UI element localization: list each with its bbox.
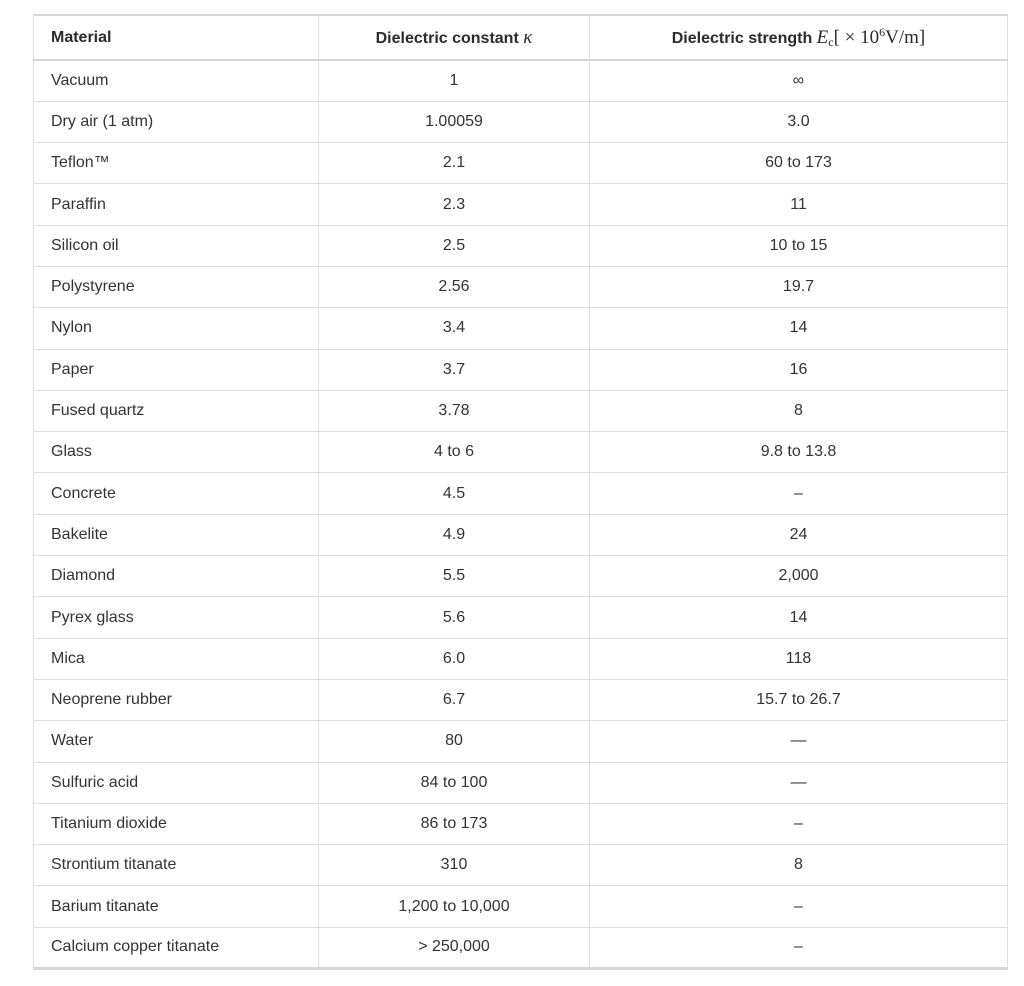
cell-dielectric-strength: 16 [590, 349, 1008, 390]
table-row [34, 390, 1008, 431]
cell-dielectric-constant: 80 [319, 721, 590, 762]
dielectric-table [33, 14, 1008, 970]
strength-formula: $E_c[ \times 10^6V/m]$ [816, 24, 926, 49]
cell-dielectric-strength: 9.8 to 13.8 [590, 432, 1008, 473]
cell-material: Bakelite [34, 514, 319, 555]
cell-material: Diamond [34, 556, 319, 597]
cell-dielectric-strength: – [590, 886, 1008, 927]
cell-material: Glass [34, 432, 319, 473]
table-row [34, 762, 1008, 803]
cell-material: Dry air (1 atm) [34, 101, 319, 142]
cell-material: Vacuum [34, 60, 319, 101]
cell-dielectric-constant: 2.5 [319, 225, 590, 266]
table-row [34, 349, 1008, 390]
cell-dielectric-strength: 11 [590, 184, 1008, 225]
cell-dielectric-strength: 3.0 [590, 101, 1008, 142]
cell-dielectric-strength: 2,000 [590, 556, 1008, 597]
header-material [34, 15, 319, 60]
cell-material: Neoprene rubber [34, 679, 319, 720]
cell-dielectric-constant: 1,200 to 10,000 [319, 886, 590, 927]
header-dielectric-constant-label: Dielectric constant [375, 29, 519, 47]
table-row [34, 473, 1008, 514]
cell-dielectric-strength: 24 [590, 514, 1008, 555]
cell-dielectric-strength: – [590, 473, 1008, 514]
cell-dielectric-constant: 3.7 [319, 349, 590, 390]
table-row [34, 60, 1008, 101]
cell-material: Titanium dioxide [34, 803, 319, 844]
cell-dielectric-strength: — [590, 721, 1008, 762]
cell-dielectric-constant: 4.9 [319, 514, 590, 555]
cell-dielectric-strength: 60 to 173 [590, 143, 1008, 184]
cell-material: Silicon oil [34, 225, 319, 266]
cell-dielectric-strength: 14 [590, 308, 1008, 349]
cell-dielectric-strength: ∞ [590, 60, 1008, 101]
cell-dielectric-constant: 2.3 [319, 184, 590, 225]
cell-material: Strontium titanate [34, 845, 319, 886]
cell-dielectric-strength: 8 [590, 845, 1008, 886]
kappa-symbol: κ [523, 26, 533, 48]
cell-dielectric-constant: 6.7 [319, 679, 590, 720]
cell-dielectric-constant: 84 to 100 [319, 762, 590, 803]
table-row [34, 886, 1008, 927]
table-row [34, 927, 1008, 968]
cell-material: Pyrex glass [34, 597, 319, 638]
table-row [34, 556, 1008, 597]
cell-dielectric-constant: 5.5 [319, 556, 590, 597]
table-body [34, 60, 1008, 969]
cell-dielectric-strength: – [590, 927, 1008, 968]
cell-dielectric-constant: 6.0 [319, 638, 590, 679]
table-row [34, 679, 1008, 720]
table-header [34, 15, 1008, 60]
table-row [34, 266, 1008, 307]
table-row [34, 845, 1008, 886]
cell-material: Mica [34, 638, 319, 679]
cell-material: Sulfuric acid [34, 762, 319, 803]
cell-dielectric-strength: 118 [590, 638, 1008, 679]
cell-dielectric-constant: > 250,000 [319, 927, 590, 968]
cell-dielectric-constant: 4.5 [319, 473, 590, 514]
table-row [34, 308, 1008, 349]
cell-material: Barium titanate [34, 886, 319, 927]
cell-dielectric-strength: — [590, 762, 1008, 803]
table-row [34, 143, 1008, 184]
table-row [34, 432, 1008, 473]
cell-dielectric-strength: – [590, 803, 1008, 844]
cell-material: Polystyrene [34, 266, 319, 307]
cell-material: Paper [34, 349, 319, 390]
table-row [34, 721, 1008, 762]
cell-dielectric-constant: 3.78 [319, 390, 590, 431]
cell-dielectric-constant: 2.1 [319, 143, 590, 184]
table-row [34, 101, 1008, 142]
cell-dielectric-constant: 1.00059 [319, 101, 590, 142]
cell-dielectric-constant: 3.4 [319, 308, 590, 349]
table-row [34, 803, 1008, 844]
header-material-label: Material [51, 28, 112, 46]
cell-dielectric-strength: 15.7 to 26.7 [590, 679, 1008, 720]
dielectric-table-container [33, 14, 1007, 970]
cell-dielectric-strength: 19.7 [590, 266, 1008, 307]
cell-dielectric-constant: 310 [319, 845, 590, 886]
table-row [34, 597, 1008, 638]
cell-material: Water [34, 721, 319, 762]
cell-dielectric-strength: 8 [590, 390, 1008, 431]
cell-dielectric-strength: 10 to 15 [590, 225, 1008, 266]
header-dielectric-strength-label: Dielectric strength [671, 29, 813, 47]
cell-material: Concrete [34, 473, 319, 514]
cell-material: Nylon [34, 308, 319, 349]
cell-material: Teflon™ [34, 143, 319, 184]
header-dielectric-constant [319, 15, 590, 60]
cell-dielectric-constant: 4 to 6 [319, 432, 590, 473]
table-row [34, 225, 1008, 266]
table-row [34, 184, 1008, 225]
header-dielectric-strength [590, 15, 1008, 60]
cell-material: Paraffin [34, 184, 319, 225]
cell-dielectric-constant: 86 to 173 [319, 803, 590, 844]
cell-dielectric-constant: 2.56 [319, 266, 590, 307]
cell-material: Calcium copper titanate [34, 927, 319, 968]
cell-material: Fused quartz [34, 390, 319, 431]
cell-dielectric-constant: 5.6 [319, 597, 590, 638]
table-row [34, 514, 1008, 555]
cell-dielectric-constant: 1 [319, 60, 590, 101]
table-row [34, 638, 1008, 679]
header-row [34, 15, 1008, 60]
cell-dielectric-strength: 14 [590, 597, 1008, 638]
